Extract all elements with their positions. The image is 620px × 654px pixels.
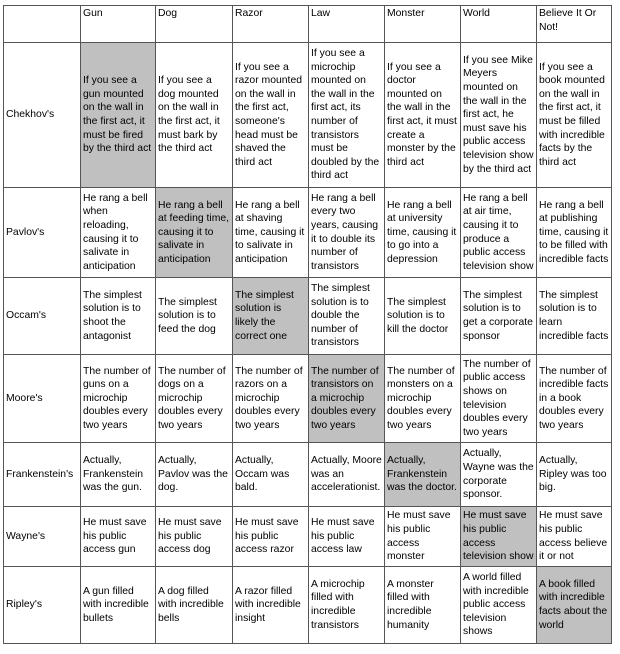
table-row xyxy=(4,355,612,443)
column-header-gun: Gun xyxy=(81,6,156,43)
table-cell: Actually, Ripley was too big. xyxy=(537,443,612,507)
table-cell: Actually, Frankenstein was the doctor. xyxy=(385,443,461,507)
row-header-occams: Occam's xyxy=(4,278,81,355)
table-cell: He must save his public access gun xyxy=(81,507,156,567)
table-cell: If you see a doctor mounted on the wall in the first act, it must create a monster by the third act xyxy=(385,43,461,188)
table-cell: A book filled with incredible facts about the world xyxy=(537,567,612,644)
table-cell: The simplest solution is to shoot the antagonist xyxy=(81,278,156,355)
table-cell: Actually, Moore was an accelerationist. xyxy=(309,443,385,507)
table-cell: If you see a dog mounted on the wall in the first act, it must bark by the third act xyxy=(156,43,233,188)
table-cell: A dog filled with incredible bells xyxy=(156,567,233,644)
row-header-pavlovs: Pavlov's xyxy=(4,188,81,278)
table-cell: Actually, Frankenstein was the gun. xyxy=(81,443,156,507)
table-cell: If you see a microchip mounted on the wall in the first act, its number of transistors must be doubled by the third act xyxy=(309,43,385,188)
table-cell: He must save his public access dog xyxy=(156,507,233,567)
row-header-ripleys: Ripley's xyxy=(4,567,81,644)
table-cell: He must save his public access razor xyxy=(233,507,309,567)
table-cell: He rang a bell at university time, causing it to go into a depression xyxy=(385,188,461,278)
table-cell: A gun filled with incredible bullets xyxy=(81,567,156,644)
column-header-believe-it-or-not: Believe It Or Not! xyxy=(537,6,612,43)
column-header-monster: Monster xyxy=(385,6,461,43)
law-matrix-table xyxy=(3,5,612,644)
table-cell: The number of monsters on a microchip doubles every two years xyxy=(385,355,461,443)
table-cell: He rang a bell at feeding time, causing it to salivate in anticipation xyxy=(156,188,233,278)
table-row xyxy=(4,507,612,567)
row-header-waynes: Wayne's xyxy=(4,507,81,567)
table-row xyxy=(4,567,612,644)
table-cell: He must save his public access believe it or not xyxy=(537,507,612,567)
table-cell: The simplest solution is likely the correct one xyxy=(233,278,309,355)
table-cell: He rang a bell at air time, causing it to produce a public access television show xyxy=(461,188,537,278)
table-cell: He must save his public access law xyxy=(309,507,385,567)
table-cell: The number of public access shows on television doubles every two years xyxy=(461,355,537,443)
table-row xyxy=(4,278,612,355)
table-cell: Actually, Occam was bald. xyxy=(233,443,309,507)
table-cell: A monster filled with incredible humanity xyxy=(385,567,461,644)
table-cell: Actually, Pavlov was the dog. xyxy=(156,443,233,507)
table-cell: The simplest solution is to learn incredible facts xyxy=(537,278,612,355)
table-cell: The number of incredible facts in a book doubles every two years xyxy=(537,355,612,443)
table-cell: The number of guns on a microchip doubles every two years xyxy=(81,355,156,443)
table-row xyxy=(4,188,612,278)
table-row xyxy=(4,43,612,188)
table-cell: He must save his public access television show xyxy=(461,507,537,567)
column-header-dog: Dog xyxy=(156,6,233,43)
table-cell: Actually, Wayne was the corporate sponsor. xyxy=(461,443,537,507)
table-cell: If you see a gun mounted on the wall in the first act, it must be fired by the third act xyxy=(81,43,156,188)
row-header-frankensteins: Frankenstein's xyxy=(4,443,81,507)
table-cell: If you see Mike Meyers mounted on the wall in the first act, he must save his public access television show by the third act xyxy=(461,43,537,188)
table-cell: The simplest solution is to double the number of transistors xyxy=(309,278,385,355)
table-cell: If you see a book mounted on the wall in the first act, it must be filled with incredible facts by the third act xyxy=(537,43,612,188)
header-corner xyxy=(4,6,81,43)
table-cell: If you see a razor mounted on the wall in the first act, someone's head must be shaved the third act xyxy=(233,43,309,188)
table-cell: The simplest solution is to feed the dog xyxy=(156,278,233,355)
table-cell: He rang a bell at publishing time, causing it to be filled with incredible facts xyxy=(537,188,612,278)
column-header-razor: Razor xyxy=(233,6,309,43)
table-cell: The number of razors on a microchip doubles every two years xyxy=(233,355,309,443)
table-cell: The simplest solution is to kill the doctor xyxy=(385,278,461,355)
column-header-law: Law xyxy=(309,6,385,43)
table-cell: The simplest solution is to get a corporate sponsor xyxy=(461,278,537,355)
table-cell: He rang a bell at shaving time, causing it to salivate in anticipation xyxy=(233,188,309,278)
header-row xyxy=(4,6,612,43)
table-cell: A microchip filled with incredible transistors xyxy=(309,567,385,644)
table-cell: The number of dogs on a microchip doubles every two years xyxy=(156,355,233,443)
table-row xyxy=(4,443,612,507)
row-header-moores: Moore's xyxy=(4,355,81,443)
column-header-world: World xyxy=(461,6,537,43)
table-cell: He rang a bell when reloading, causing it to salivate in anticipation xyxy=(81,188,156,278)
table-cell: He must save his public access monster xyxy=(385,507,461,567)
table-cell: He rang a bell every two years, causing it to double its number of transistors xyxy=(309,188,385,278)
table-cell: A world filled with incredible public access television shows xyxy=(461,567,537,644)
table-cell: The number of transistors on a microchip doubles every two years xyxy=(309,355,385,443)
table-cell: A razor filled with incredible insight xyxy=(233,567,309,644)
row-header-chekhovs: Chekhov's xyxy=(4,43,81,188)
